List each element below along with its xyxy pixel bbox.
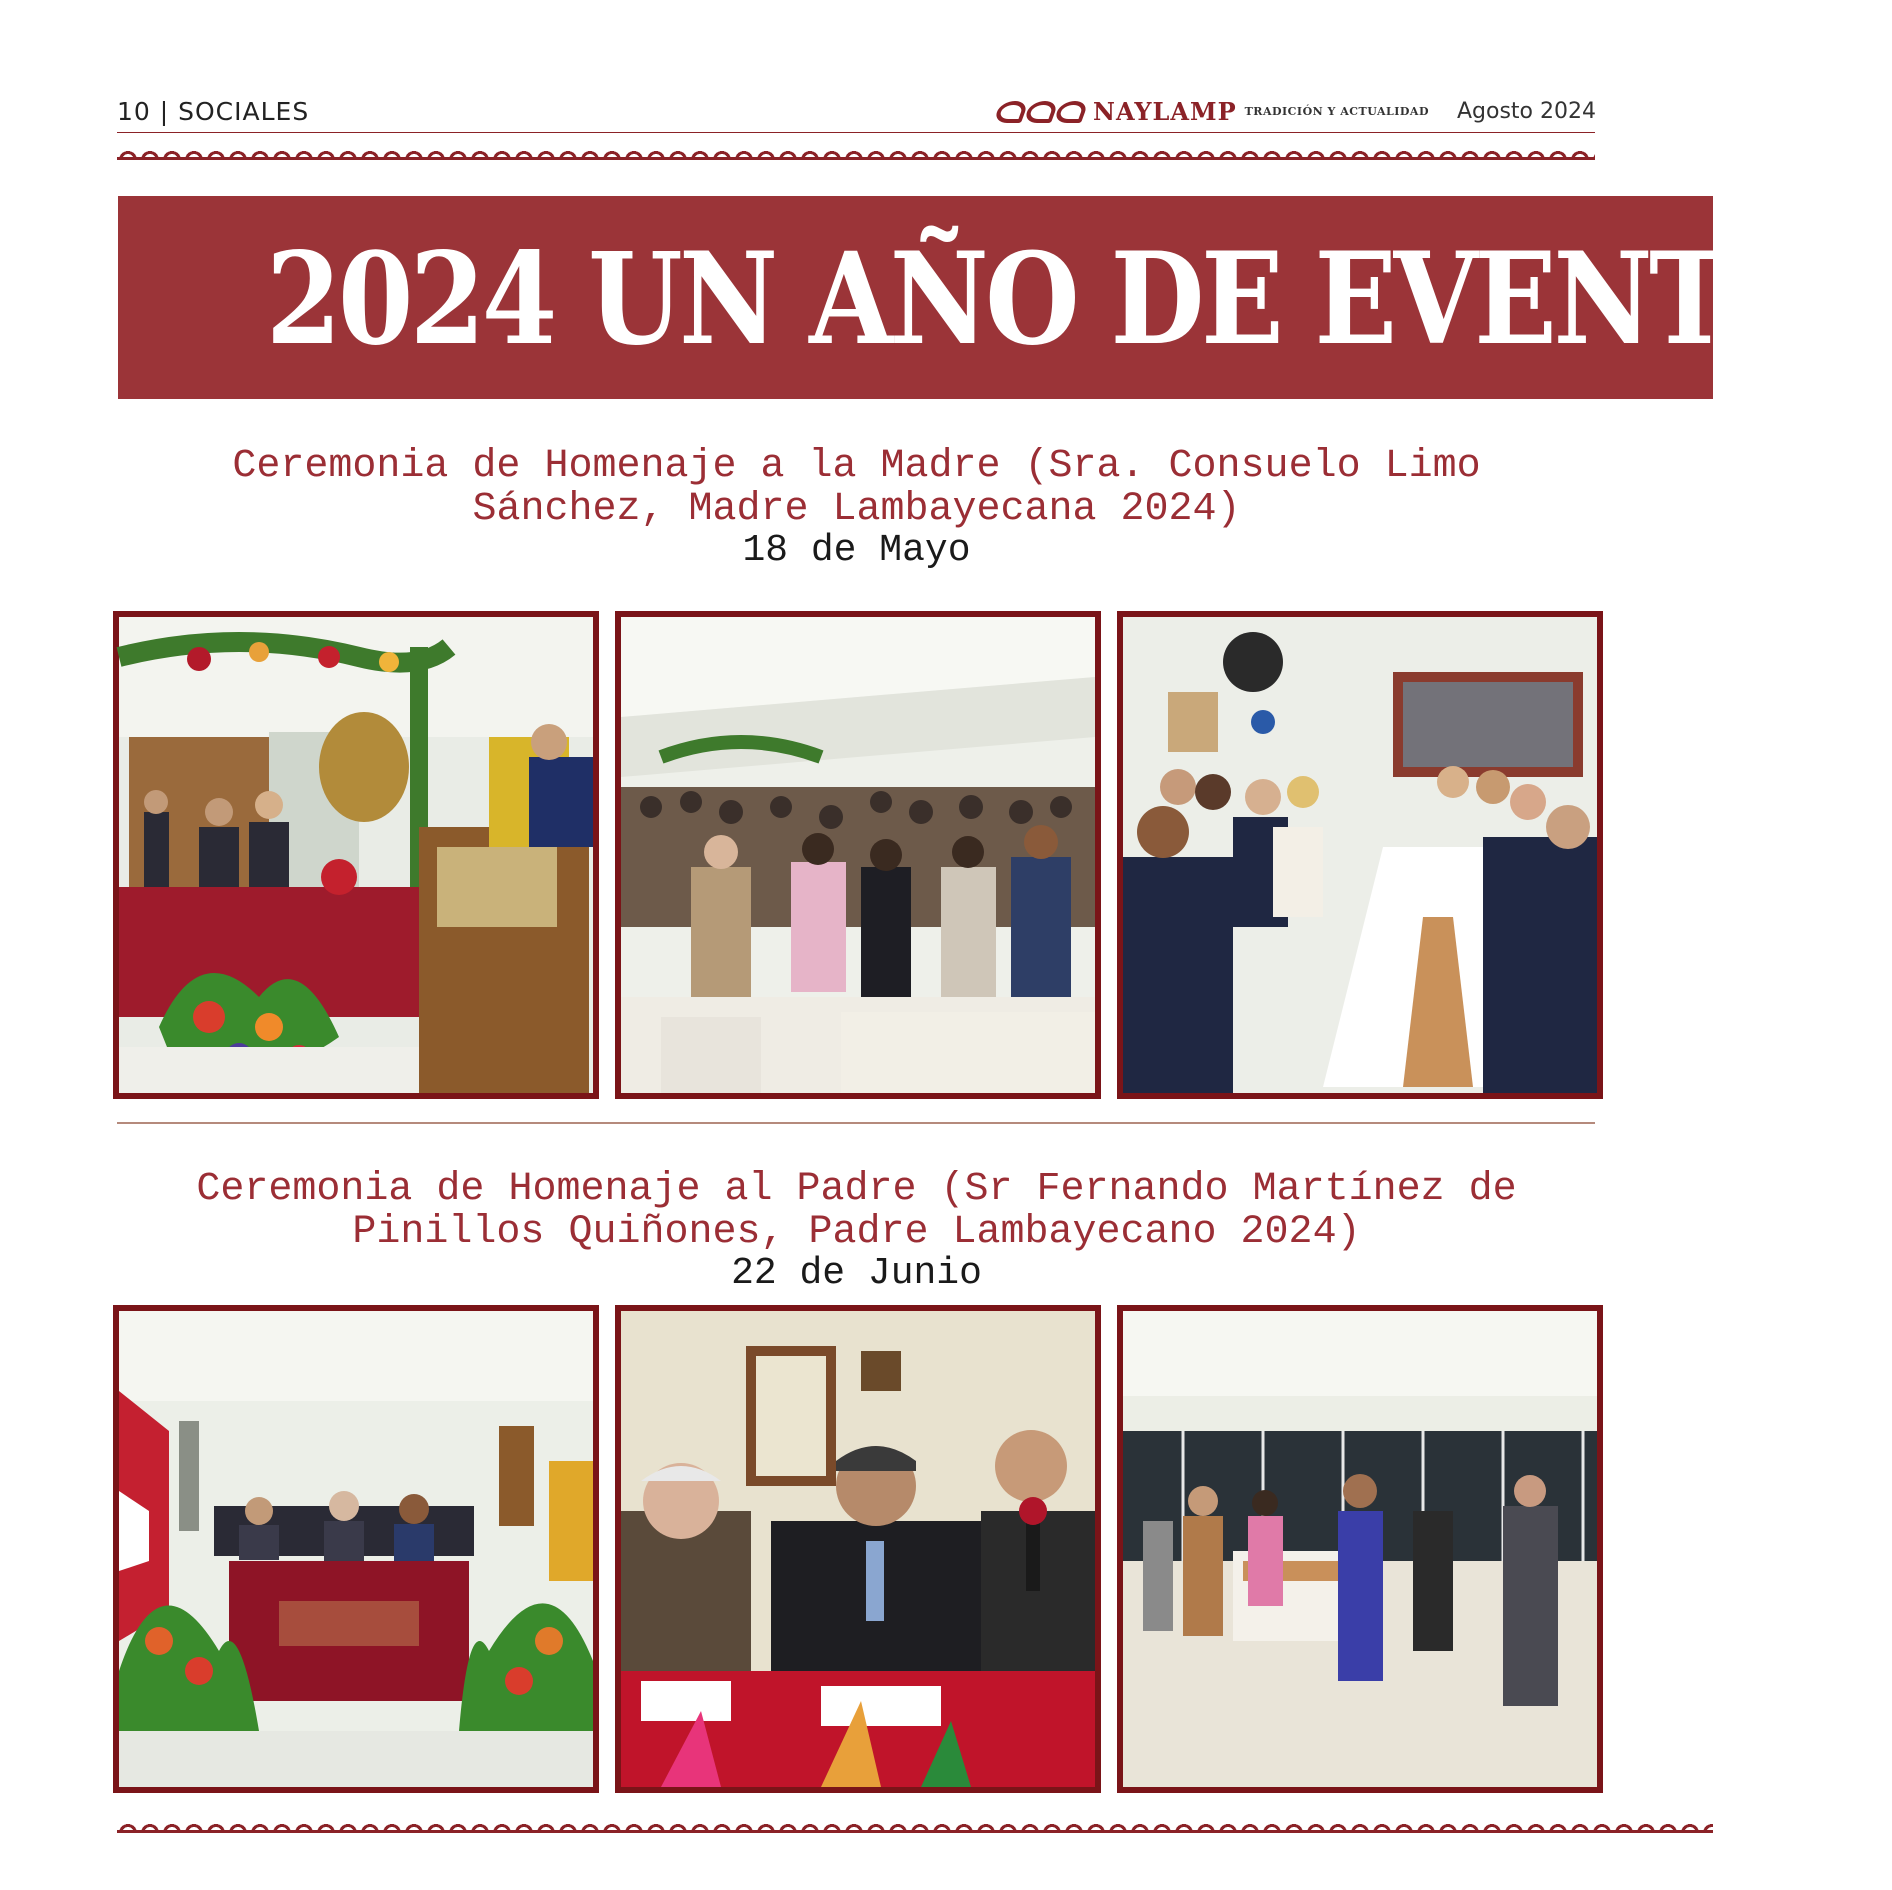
bottom-ornament-band <box>117 1815 1713 1833</box>
event-1-date: 18 de Mayo <box>742 529 971 572</box>
event-2-title <box>0 1168 1713 1254</box>
masthead <box>997 97 1596 126</box>
event-1-title <box>0 445 1713 531</box>
top-ornament-band <box>117 142 1595 160</box>
photo-mother-ceremony-dinner <box>1117 611 1603 1099</box>
event-2-title-line1: Ceremonia de Homenaje al Padre (Sr Fernando Martínez de <box>196 1167 1517 1212</box>
event-2-title-line2: Pinillos Quiñones, Padre Lambayecano 2024) <box>352 1210 1361 1255</box>
page-section-label: 10 | SOCIALES <box>117 97 310 126</box>
photo-father-ceremony-hall <box>1117 1305 1603 1793</box>
photo-mother-ceremony-dancing <box>615 611 1101 1099</box>
photo-father-ceremony-speaker <box>615 1305 1101 1793</box>
event-1-title-line2: Sánchez, Madre Lambayecana 2024) <box>472 487 1241 532</box>
title-banner <box>118 196 1892 399</box>
event-1-title-line1: Ceremonia de Homenaje a la Madre (Sra. Consuelo Limo <box>232 444 1481 489</box>
event-2-date: 22 de Junio <box>731 1252 982 1295</box>
logo-wave-icon <box>997 101 1085 123</box>
section-divider <box>117 1122 1595 1124</box>
naylamp-logo <box>997 97 1429 126</box>
header-rule <box>117 132 1595 133</box>
photo-father-ceremony-head-table <box>113 1305 599 1793</box>
page-title: 2024 UN AÑO DE EVENTOS <box>266 225 1892 373</box>
photo-mother-ceremony-podium <box>113 611 599 1099</box>
issue-date: Agosto 2024 <box>1456 99 1596 124</box>
logo-tagline: TRADICIÓN Y ACTUALIDAD <box>1244 105 1429 118</box>
logo-name: NAYLAMP <box>1093 97 1237 126</box>
